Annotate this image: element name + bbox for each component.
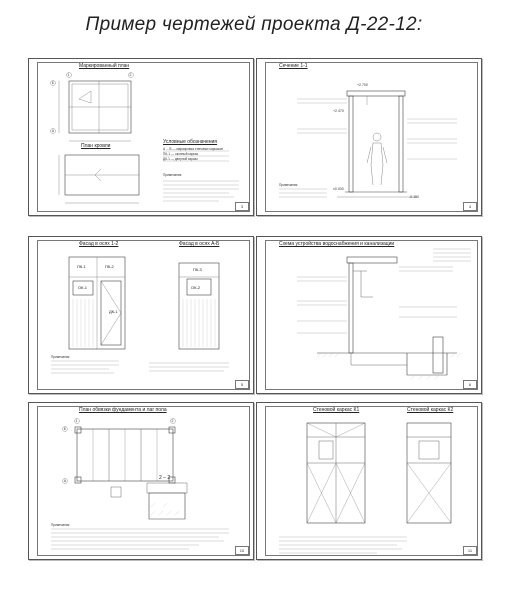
sheet-plumbing (256, 236, 482, 394)
sheet-frames (256, 402, 482, 560)
panel-label: ОК-2 (191, 285, 200, 290)
axis-label: Б (51, 81, 55, 85)
sheet-number: 3 (235, 202, 249, 211)
axis-label: 2 (129, 72, 132, 77)
plan-legend-title: Условные обозначения (163, 139, 218, 145)
plan-legend-item: A ... B — маркировка стеновых каркасов (163, 147, 223, 151)
facade-title-1: Фасад в осях 1-2 (79, 241, 119, 247)
plan-notes-title: Примечания (163, 173, 182, 177)
frames-drawing (257, 403, 483, 561)
axis-label: 2 (171, 418, 174, 423)
frame-title-2: Стеновой каркас К2 (407, 407, 454, 413)
axis-label: Б (63, 427, 67, 431)
panel-label: ОК-1 (78, 285, 87, 290)
foundation-title: План обвязки фундамента и лаг пола (79, 407, 167, 413)
level-mark: +2.700 (357, 83, 368, 87)
page-title: Пример чертежей проекта Д-22-12: (85, 14, 423, 35)
axis-label: 1 (67, 72, 70, 77)
sheet-number: 11 (463, 546, 477, 555)
panel-label: ДК-1 (109, 309, 118, 314)
sheet-foundation (28, 402, 254, 560)
axis-label: 1 (75, 418, 78, 423)
foundation-section-title: 2 – 2 (159, 475, 171, 481)
plan-title-2: План кровли (81, 143, 111, 149)
plan-title-1: Маркированный план (79, 63, 130, 69)
section-title: Сечение 1-1 (279, 63, 308, 69)
facade-notes-title: Примечания (51, 355, 70, 359)
level-mark: ±0.000 (333, 187, 344, 191)
plan-legend-item: ДК-1 — дверной каркас (163, 157, 198, 161)
facade-title-2: Фасад в осях А-Б (179, 241, 220, 247)
level-mark: +2.470 (333, 109, 344, 113)
facades-drawing (29, 237, 255, 395)
sheet-number: 5 (235, 380, 249, 389)
panel-label: ПК-2 (105, 264, 114, 269)
foundation-notes-title: Примечания (51, 523, 70, 527)
plan-legend-item: ПК-1 — оконный каркас (163, 152, 199, 156)
frame-title-1: Стеновой каркас К1 (313, 407, 360, 413)
sheet-plan (28, 58, 254, 216)
sheet-number: 4 (463, 202, 477, 211)
sheet-number: 6 (463, 380, 477, 389)
axis-label: А (63, 479, 67, 483)
plumbing-title: Схема устройства водоснабжения и канализации (279, 241, 395, 247)
sheet-number: 10 (235, 546, 249, 555)
panel-label: ПК-3 (193, 267, 202, 272)
section-notes-title: Примечания (279, 183, 298, 187)
section-drawing (257, 59, 483, 217)
sheet-facades (28, 236, 254, 394)
axis-label: А (51, 129, 55, 133)
plan-drawing (29, 59, 255, 217)
sheet-section (256, 58, 482, 216)
level-mark: -0.150 (409, 195, 419, 199)
plumbing-drawing (257, 237, 483, 395)
panel-label: ПК-1 (77, 264, 86, 269)
